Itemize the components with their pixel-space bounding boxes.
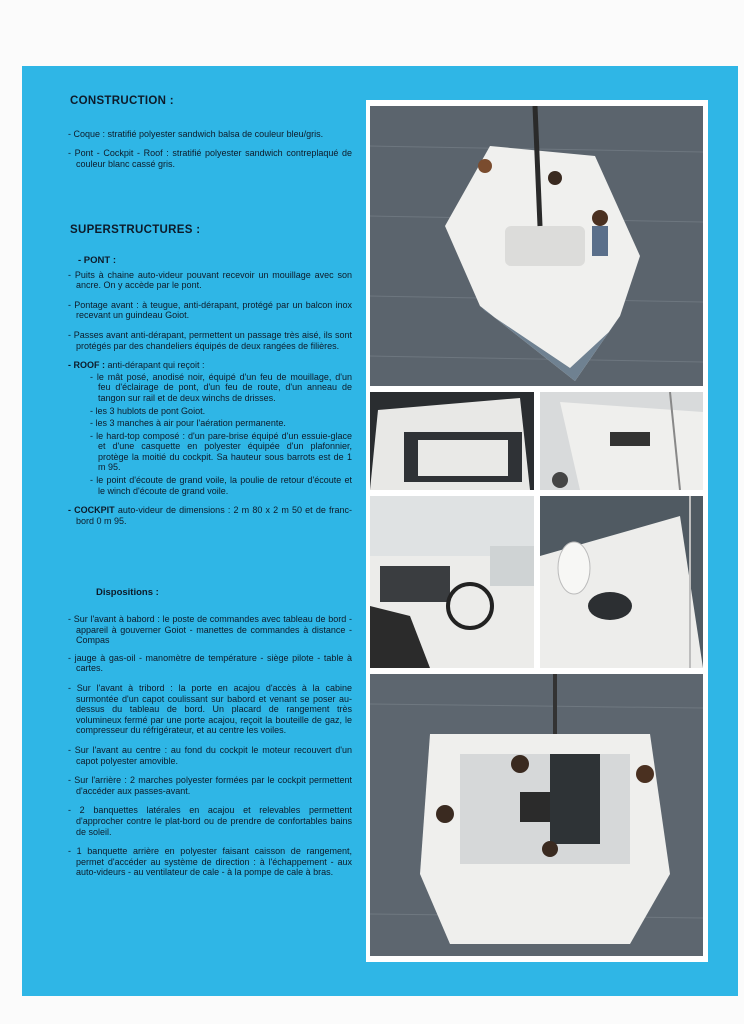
construction-item: - Coque : stratifié polyester sandwich balsa de couleur bleu/gris.	[68, 128, 324, 139]
photo-deck-hatch	[540, 496, 703, 668]
cockpit-label: - COCKPIT	[68, 505, 115, 516]
photo-cockpit-helm	[370, 496, 534, 668]
roof-item: - le hard-top composé : d'un pare-brise équipé d'un essuie-glace et d'une casquette en polyester équipée d'un plafonnier, protège la moitié du cockpit. Sa hauteur sous barrots est de 1 m 95.	[90, 430, 352, 473]
photo-panel	[366, 100, 708, 962]
photo-foredeck	[370, 392, 534, 490]
roof-item: - les 3 hublots de pont Goiot.	[90, 405, 206, 416]
pont-item: - Pontage avant : à teugue, anti-dérapant, protégé par un balcon inox recevant un guindeau Goiot.	[68, 299, 352, 321]
dispositions-item: - Sur l'avant à babord : le poste de commandes avec tableau de bord - appareil à gouverner Goiot - manettes de commandes à distance - Compas	[68, 614, 352, 646]
dispositions-item: - Sur l'arrière : 2 marches polyester formées par le cockpit permettent d'accéder aux passes-avant.	[68, 775, 352, 796]
spec-text-column	[68, 96, 352, 887]
roof-item: - les 3 manches à air pour l'aération permanente.	[90, 418, 286, 429]
cockpit-item	[68, 505, 352, 526]
dispositions-item: - 1 banquette arrière en polyester faisant caisson de rangement, permet d'accéder au système de direction : à l'échappement - aux auto-videurs - au ventilateur de cale - à la pompe de cale à bras.	[68, 846, 352, 878]
dispositions-heading: Dispositions :	[96, 587, 159, 599]
roof-heading	[68, 360, 352, 371]
superstructures-heading: SUPERSTRUCTURES :	[70, 224, 201, 237]
dispositions-item: - Sur l'avant au centre : au fond du cockpit le moteur recouvert d'un capot polyester amovible.	[68, 744, 352, 766]
photo-side-deck	[540, 392, 703, 490]
pont-item: - Passes avant anti-dérapant, permettent un passage très aisé, ils sont protégés par des chandeliers équipés de deux rangées de filières.	[68, 329, 352, 351]
roof-list	[90, 372, 352, 497]
roof-label: - ROOF :	[68, 360, 105, 371]
brochure-page	[22, 66, 738, 996]
roof-item: - le point d'écoute de grand voile, la poulie de retour d'écoute et le winch d'écoute de grand voile.	[90, 475, 352, 496]
cockpit-text: auto-videur de dimensions : 2 m 80 x 2 m 50 et de franc-bord 0 m 95.	[76, 505, 352, 526]
dispositions-item: - jauge à gas-oil - manomètre de température - siège pilote - table à cartes.	[68, 652, 352, 674]
dispositions-item: - 2 banquettes latérales en acajou et relevables permettent d'approcher contre le plat-bord ou de prendre de confortables bains de soleil.	[68, 805, 352, 837]
dispositions-item: - Sur l'avant à tribord : la porte en acajou d'accès à la cabine surmontée d'un capot coulissant sur babord et venant se poser au-dessus du tableau de bord. Un placard de rangement très volumineux fermé par une porte acajou, reçoit la bouteille de gaz, le compresseur du réfrigérateur, et au centre les voiles.	[68, 683, 352, 736]
photo-boat-stern-view	[370, 674, 703, 956]
construction-item: - Pont - Cockpit - Roof : stratifié polyester sandwich contreplaqué de couleur blanc cassé gris.	[68, 148, 352, 169]
construction-heading: CONSTRUCTION :	[70, 95, 174, 107]
photo-boat-bow-view	[370, 106, 703, 386]
roof-item: - le mât posé, anodisé noir, équipé d'un feu de mouillage, d'un feu d'éclairage de pont, d'un feu de route, d'un anneau de tangon sur rail et de deux winchs de drisses.	[90, 371, 352, 403]
pont-heading: - PONT :	[78, 254, 116, 266]
roof-intro: anti-dérapant qui reçoit :	[105, 360, 205, 371]
pont-item: - Puits à chaine auto-videur pouvant recevoir un mouillage avec son ancre. On y accède par le pont.	[68, 269, 352, 291]
